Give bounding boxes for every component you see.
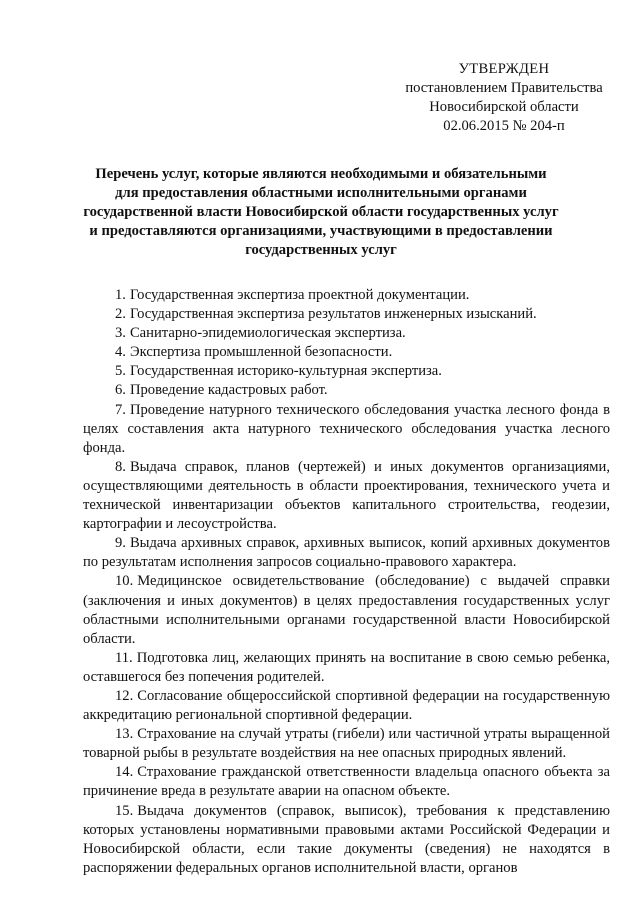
item-number: 1. — [115, 287, 126, 303]
list-item — [83, 458, 610, 534]
item-number: 9. — [115, 535, 126, 552]
item-text: Страхование на случай утраты (гибели) или частичной утраты выращенной товарной рыбы в результате воздействия на нее опасных природных явлений. — [83, 726, 610, 762]
item-number: 10. — [115, 573, 134, 590]
list-item — [83, 572, 610, 648]
list-item — [83, 305, 610, 324]
list-item — [83, 362, 610, 381]
item-text: Государственная экспертиза результатов инженерных изысканий. — [129, 306, 537, 323]
item-text: Страхование гражданской ответственности владельца опасного объекта за причинение вреда в результате аварии на опасном объекте. — [83, 764, 610, 800]
list-item — [83, 324, 610, 343]
item-number: 11. — [115, 649, 133, 666]
item-text: Выдача справок, планов (чертежей) и иных документов организациями, осуществляющими деятельность в области проектирования, технического учета и технической инвентаризации объектов капитального строительства, геодезии, картографии и лесоустройства. — [83, 458, 610, 533]
item-number: 12. — [115, 687, 134, 704]
item-number: 4. — [115, 344, 126, 361]
item-text: Государственная экспертиза проектной документации. — [129, 287, 470, 303]
item-text: Проведение натурного технического обследования участка лесного фонда в целях составления акта натурного технического обследования участка лесного фонда. — [83, 401, 610, 456]
approval-line-1: постановлением Правительства — [405, 80, 603, 96]
item-number: 3. — [115, 325, 126, 342]
item-number: 7. — [115, 401, 126, 418]
title-line-5: государственных услуг — [245, 242, 397, 258]
approval-block — [392, 60, 616, 136]
list-item — [83, 687, 610, 725]
item-text: Экспертиза промышленной безопасности. — [129, 344, 393, 361]
list-item — [83, 802, 610, 878]
item-number: 8. — [115, 458, 126, 475]
approval-line-2: Новосибирской области — [429, 99, 579, 115]
approval-heading: УТВЕРЖДЕН — [458, 61, 550, 77]
list-item — [83, 534, 610, 572]
item-text: Санитарно-эпидемиологическая экспертиза. — [129, 325, 406, 342]
item-number: 14. — [115, 764, 134, 781]
item-number: 13. — [115, 726, 134, 743]
item-text: Выдача документов (справок, выписок), требования к представлению которых установлены нормативными правовыми актами Российской Федерации и Новосибирской области, если такие документы (сведения) не находятся в распоряжении федеральных органов исполнительной власти, органов — [83, 802, 610, 876]
title-line-4: и предоставляются организациями, участвующими в предоставлении — [89, 223, 553, 239]
list-item — [83, 286, 610, 305]
list-item — [83, 381, 610, 400]
title-line-1: Перечень услуг, которые являются необходимыми и обязательными — [95, 166, 547, 182]
list-item — [83, 649, 610, 687]
item-number: 2. — [115, 306, 126, 323]
list-item — [83, 763, 610, 801]
services-list — [83, 286, 610, 878]
item-text: Государственная историко-культурная экспертиза. — [129, 363, 442, 380]
item-number: 6. — [115, 382, 126, 399]
document-title — [78, 165, 564, 260]
list-item — [83, 725, 610, 763]
item-number: 15. — [115, 802, 134, 819]
item-text: Медицинское освидетельствование (обследование) с выдачей справки (заключения и иных документов) в целях предоставления государственных услуг областными исполнительными органами государственной власти Новосибирской области. — [83, 573, 610, 647]
item-text: Выдача архивных справок, архивных выписок, копий архивных документов по результатам исполнения запросов социально-правового характера. — [83, 535, 610, 571]
list-item — [83, 343, 610, 362]
item-text: Проведение кадастровых работ. — [129, 382, 328, 399]
title-line-2: для предоставления областными исполнительными органами — [115, 185, 527, 201]
item-text: Подготовка лиц, желающих принять на воспитание в свою семью ребенка, оставшегося без попечения родителей. — [83, 649, 610, 685]
item-number: 5. — [115, 363, 126, 380]
list-item — [83, 401, 610, 458]
item-text: Согласование общероссийской спортивной федерации на государственную аккредитацию региональной спортивной федерации. — [83, 687, 610, 724]
approval-date-number: 02.06.2015 № 204-п — [443, 118, 565, 134]
title-line-3: государственной власти Новосибирской области государственных услуг — [83, 204, 559, 220]
